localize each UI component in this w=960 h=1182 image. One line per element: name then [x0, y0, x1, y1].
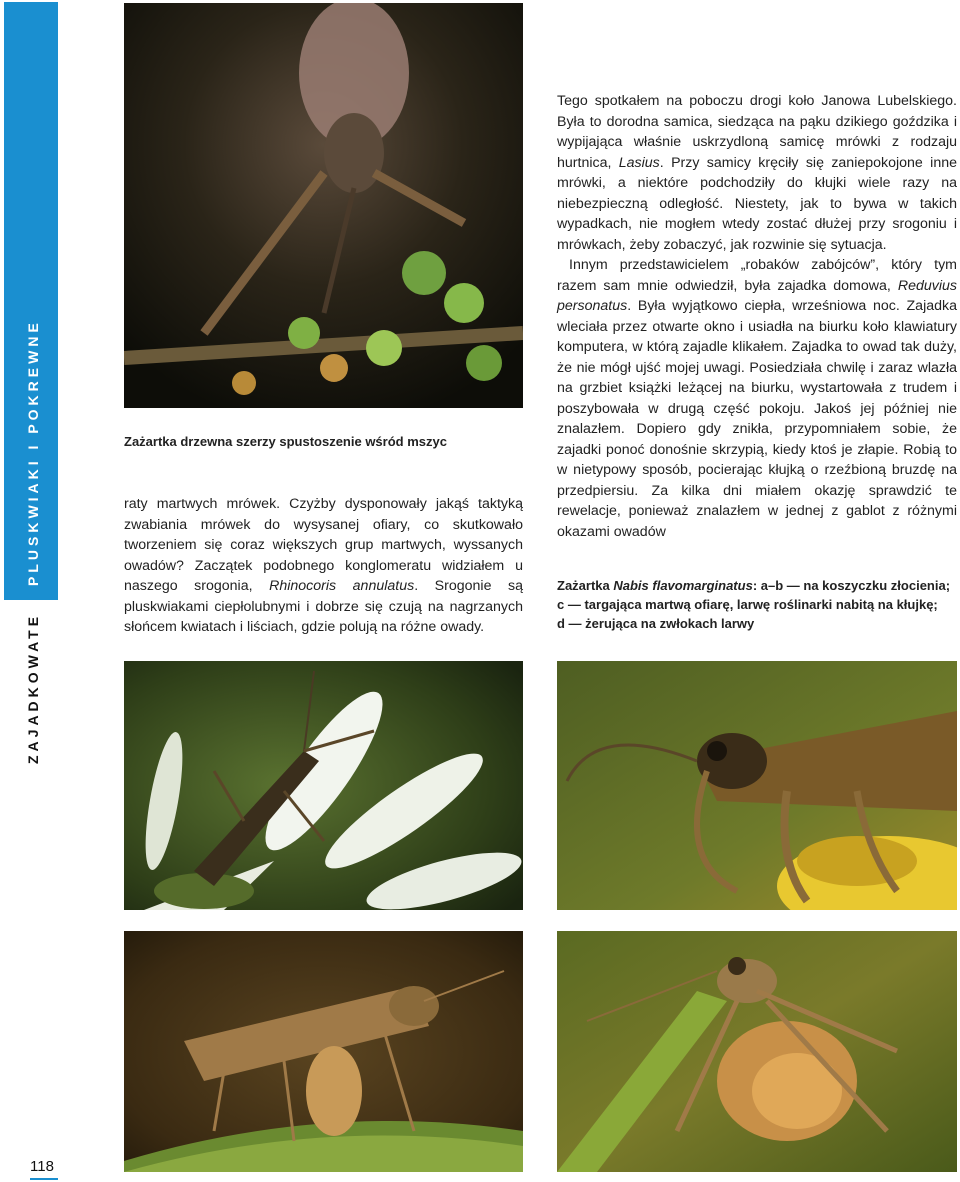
photo-a-nabis-on-flower	[124, 661, 523, 910]
right-p1-genus: Lasius	[618, 154, 660, 171]
right-column-text	[557, 91, 957, 542]
page-number-underline	[30, 1178, 58, 1180]
left-text-species: Rhinocoris annulatus	[269, 578, 415, 594]
photo-c-nabis-with-prey	[124, 931, 523, 1172]
left-text-part1: raty martwych mrówek. Czyżby dysponowały jakąś taktyką zwabiania mrówek do wysysanej ofiary, co skutkowało tworzeniem się coraz większych grup martwych, wyssanych owadów? Zaczątek podobnego konglomeratu widziałem u naszego srogonia,	[124, 496, 523, 594]
photo-b-nabis-closeup	[557, 661, 957, 910]
page-number: 118	[30, 1158, 54, 1175]
right-p1-part2: . Przy samicy kręciły się zaniepokojone inne mrówki, a niektóre podchodziły do kłujki wiele razy na niebezpieczną odległość. Niestety, jak to bywa w takich wypadkach, nie mogłem wtedy zostać dłużej przy srogoniu i mrówkach, żeby zobaczyć, jak rozwinie się sytuacja.	[557, 154, 957, 253]
left-text-part2: . Srogonie są pluskwiakami ciepłolubnymi i dobrze się czują na nagrzanych słońcem kwiatach i liściach, gdzie polują na różne owady.	[124, 578, 524, 635]
grid-figure-caption	[557, 576, 957, 633]
top-figure-caption: Zażartka drzewna szerzy spustoszenie wśród mszyc	[124, 434, 447, 449]
grid-caption-part2: : a–b — na koszyczku złocienia;	[752, 578, 951, 593]
right-p2-part2: . Była wyjątkowo ciepła, wrześniowa noc. Zajadka wleciała przez otwarte okno i usiadła na biurku koło klawiatury komputera, w którą zajadle klikałem. Zajadka to owad tak duży, że nie mógł ujść mojej uwagi. Posiedziała chwilę i zaraz wlazła na grzbiet książki leżącej na biurku, wystartowała z trudem i poszybowała w drugą część pokoju. Jakoś jej później nie znalazłem. Dopiero gdy znikła, przypomniałem sobie, że zajadki ponoć donośnie skrzypią, kiedy ktoś je złapie. Robią to w nietypowy sposób, pocierając kłujką o rzeźbioną bruzdę na przedpiersiu. Za kilka dni miałem okazję sprawdzić te rewelacje, ponieważ znalazłem w jednej z gablot z różnymi okazami owadów	[557, 298, 957, 540]
right-p1-part1: Tego spotkałem na poboczu drogi koło Janowa Lubelskiego. Była to dorodna samica, siedząca na pąku dzikiego goździka i wypijająca właśnie uskrzydloną samicę mrówki z rodzaju hurtnica,	[557, 93, 957, 171]
grid-caption-species: Nabis flavomarginatus	[613, 578, 753, 593]
section-label: PLUSKWIAKI I POKREWNE	[25, 319, 41, 586]
grid-caption-part1: Zażartka	[557, 578, 614, 593]
grid-caption-line3: d — żerująca na zwłokach larwy	[557, 616, 755, 631]
right-p2-species: Reduvius personatus	[557, 277, 957, 314]
photo-assassin-bug-aphids	[124, 3, 523, 408]
chapter-label: ZAJADKOWATE	[25, 612, 41, 764]
sidebar	[0, 0, 60, 1182]
photo-d-nabis-feeding	[557, 931, 957, 1172]
right-p2-part1: Innym przedstawicielem „robaków zabójców”, który tym razem sam mnie odwiedził, była zajadka domowa,	[557, 257, 957, 294]
grid-caption-line2: c — targająca martwą ofiarę, larwę roślinarki nabitą na kłujkę;	[557, 597, 938, 612]
left-column-text	[124, 494, 523, 638]
